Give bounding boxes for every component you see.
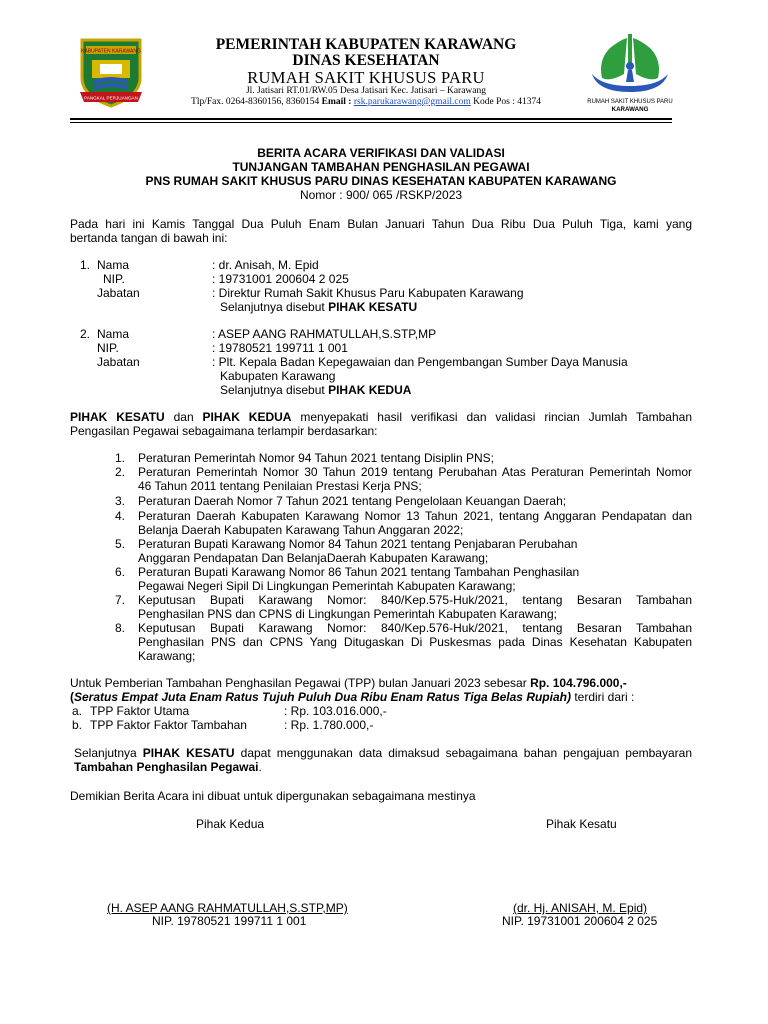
tpp-item-a-letter: a. bbox=[72, 704, 83, 718]
signature-right-name: (dr. Hj. ANISAH, M. Epid) bbox=[513, 901, 648, 915]
reg-2-line2: 46 Tahun 2011 tentang Penilaian Prestasi Kerja PNS; bbox=[138, 479, 422, 493]
reg-7-line1: Keputusan Bupati Karawang Nomor: 840/Kep.575-Huk/2021, tentang Besaran Tambahan bbox=[138, 593, 692, 607]
party1-name-label: Nama bbox=[97, 258, 130, 272]
party1-alias bbox=[220, 300, 417, 315]
postal-code: Kode Pos : 41374 bbox=[470, 97, 541, 107]
reg-1-number: 1. bbox=[115, 451, 126, 465]
reg-2-line1: Peraturan Pemerintah Nomor 30 Tahun 2019 tentang Perubahan Atas Peraturan Pemerintah Nomor bbox=[138, 465, 692, 479]
reg-8-line2: Penghasilan PNS dan CPNS Yang Ditugaskan Di Puskesmas pada Dinas Kesehatan Kabupaten bbox=[138, 635, 692, 649]
next-line1 bbox=[74, 746, 692, 761]
tpp-line1-prefix: Untuk Pemberian Tambahan Penghasilan Pegawai (TPP) bulan Januari 2023 sebesar bbox=[70, 676, 531, 690]
party1-jabatan: : Direktur Rumah Sakit Khusus Paru Kabupaten Karawang bbox=[212, 286, 524, 300]
reg-4-number: 4. bbox=[115, 509, 126, 523]
reg-1-line1: Peraturan Pemerintah Nomor 94 Tahun 2021 tentang Disiplin PNS; bbox=[138, 451, 494, 465]
reg-7-number: 7. bbox=[115, 593, 126, 607]
intro-line1: Pada hari ini Kamis Tanggal Dua Puluh Enam Bulan Januari Tahun Dua Ribu Dua Puluh Tiga, kami yang bbox=[70, 217, 692, 231]
reg-8-number: 8. bbox=[115, 621, 126, 635]
email-label: Email : bbox=[321, 97, 354, 107]
tpp-item-b-letter: b. bbox=[72, 718, 83, 732]
party1-name: : dr. Anisah, M. Epid bbox=[212, 258, 319, 272]
party2-jabatan-cont: Kabupaten Karawang bbox=[220, 369, 336, 383]
party2-alias-prefix: Selanjutnya disebut bbox=[220, 383, 329, 397]
reg-6-line2: Pegawai Negeri Sipil Di Lingkungan Pemerintah Kabupaten Karawang; bbox=[138, 579, 516, 593]
logo-right-line2: KARAWANG bbox=[611, 106, 649, 113]
party2-nip-label: NIP. bbox=[97, 341, 119, 355]
next-period: . bbox=[258, 760, 262, 774]
party2-jabatan: : Plt. Kepala Badan Kepegawaian dan Pengembangan Sumber Daya Manusia bbox=[212, 355, 628, 369]
reg-4-line1: Peraturan Daerah Kabupaten Karawang Nomor 13 Tahun 2021, tentang Anggaran Pendapatan dan bbox=[138, 509, 692, 523]
party2-nip: : 19780521 199711 1 001 bbox=[212, 341, 348, 355]
next-party: PIHAK KESATU bbox=[142, 746, 235, 760]
closing-statement: Demikian Berita Acara ini dibuat untuk dipergunakan sebagaimana mestinya bbox=[70, 789, 476, 803]
logo-left-top-text: KABUPATEN KARAWANG bbox=[81, 48, 141, 55]
logo-right-line1: RUMAH SAKIT KHUSUS PARU bbox=[587, 99, 673, 105]
party2-alias-name: PIHAK KEDUA bbox=[328, 383, 412, 397]
reg-6-number: 6. bbox=[115, 565, 126, 579]
party1-alias-prefix: Selanjutnya disebut bbox=[220, 300, 329, 314]
karawang-regency-logo bbox=[78, 34, 144, 108]
reg-5-line2: Anggaran Pendapatan Dan BelanjaDaerah Kabupaten Karawang; bbox=[138, 551, 489, 565]
tpp-amount-words: Seratus Empat Juta Enam Ratus Tujuh Puluh Dua Ribu Enam Ratus Tiga Belas Rupiah) bbox=[74, 690, 571, 704]
reg-2-number: 2. bbox=[115, 465, 126, 479]
email-link[interactable]: rsk.parukarawang@gmail.com bbox=[353, 97, 471, 107]
tpp-item-b-label: TPP Faktor Faktor Tambahan bbox=[90, 718, 247, 732]
agreement-line2: Pengasilan Pegawai sebagaimana terlampir berdasarkan: bbox=[70, 424, 378, 438]
party1-nip: : 19731001 200604 2 025 bbox=[212, 272, 349, 286]
signature-right-role: Pihak Kesatu bbox=[546, 817, 617, 831]
party1-alias-name: PIHAK KESATU bbox=[328, 300, 418, 314]
letterhead-government: PEMERINTAH KABUPATEN KARAWANG bbox=[215, 36, 517, 53]
tpp-amount: Rp. 104.796.000,- bbox=[530, 676, 627, 690]
logo-left-bottom-text: PANGKAL PERJUANGAN bbox=[84, 95, 138, 101]
agreement-party1: PIHAK KESATU bbox=[70, 410, 165, 424]
contact-phone: Tlp/Fax. 0264-8360156, 8360154 bbox=[191, 97, 322, 107]
party1-jabatan-label: Jabatan bbox=[97, 286, 140, 300]
tpp-line1 bbox=[70, 676, 627, 691]
reg-6-line1: Peraturan Bupati Karawang Nomor 86 Tahun 2021 tentang Tambahan Penghasilan bbox=[138, 565, 580, 579]
hospital-lung-logo bbox=[580, 30, 680, 116]
signature-left-nip: NIP. 19780521 199711 1 001 bbox=[152, 914, 307, 928]
letterhead-rule-thick bbox=[70, 118, 672, 120]
reg-8-line3: Karawang; bbox=[138, 649, 196, 663]
letterhead-contact bbox=[160, 97, 572, 107]
party2-alias bbox=[220, 383, 411, 398]
letterhead-hospital: RUMAH SAKIT KHUSUS PARU bbox=[247, 68, 485, 87]
next-line2 bbox=[74, 760, 262, 775]
tpp-open-paren: ( bbox=[70, 690, 74, 704]
tpp-item-b-value: : Rp. 1.780.000,- bbox=[284, 718, 374, 732]
next-rest: dapat menggunakan data dimaksud sebagaimana bahan pengajuan pembayaran bbox=[234, 746, 692, 760]
title-line1: BERITA ACARA VERIFIKASI DAN VALIDASI bbox=[257, 146, 505, 160]
party2-number: 2. bbox=[80, 327, 91, 341]
reg-8-line1: Keputusan Bupati Karawang Nomor: 840/Kep.576-Huk/2021, tentang Besaran Tambahan bbox=[138, 621, 692, 635]
tpp-item-a-label: TPP Faktor Utama bbox=[90, 704, 190, 718]
reg-5-line1: Peraturan Bupati Karawang Nomor 84 Tahun 2021 tentang Penjabaran Perubahan bbox=[138, 537, 578, 551]
reg-3-number: 3. bbox=[115, 494, 126, 508]
party1-number: 1. bbox=[80, 258, 91, 272]
tpp-item-a-value: : Rp. 103.016.000,- bbox=[284, 704, 387, 718]
next-prefix: Selanjutnya bbox=[74, 746, 143, 760]
reg-5-number: 5. bbox=[115, 537, 126, 551]
title-line2: TUNJANGAN TAMBAHAN PENGHASILAN PEGAWAI bbox=[232, 160, 530, 174]
tpp-line2 bbox=[70, 690, 634, 705]
letterhead-rule-thin bbox=[70, 122, 672, 123]
party2-jabatan-label: Jabatan bbox=[97, 355, 140, 369]
reg-3-line1: Peraturan Daerah Nomor 7 Tahun 2021 tentang Pengelolaan Keuangan Daerah; bbox=[138, 494, 567, 508]
party2-name: : ASEP AANG RAHMATULLAH,S.STP,MP bbox=[212, 327, 437, 341]
reg-4-line2: Belanja Daerah Kabupaten Karawang Tahun Anggaran 2022; bbox=[138, 523, 464, 537]
tpp-line2-suffix: terdiri dari : bbox=[570, 690, 635, 704]
signature-right-nip: NIP. 19731001 200604 2 025 bbox=[502, 914, 658, 928]
party2-name-label: Nama bbox=[97, 327, 130, 341]
letterhead-department: DINAS KESEHATAN bbox=[292, 52, 440, 69]
title-line3: PNS RUMAH SAKIT KHUSUS PARU DINAS KESEHATAN KABUPATEN KARAWANG bbox=[145, 174, 617, 188]
letterhead-address: Jl. Jatisari RT.01/RW.05 Desa Jatisari Kec. Jatisari – Karawang bbox=[245, 86, 487, 96]
signature-left-role: Pihak Kedua bbox=[196, 817, 265, 831]
agreement-rest: menyepakati hasil verifikasi dan validasi rincian Jumlah Tambahan bbox=[291, 410, 692, 424]
reg-7-line2: Penghasilan PNS dan CPNS di Lingkungan Pemerintah Kabupaten Karawang; bbox=[138, 607, 557, 621]
document-number: Nomor : 900/ 065 /RSKP/2023 bbox=[299, 188, 463, 202]
intro-line2: bertanda tangan di bawah ini: bbox=[70, 231, 228, 245]
party1-nip-label: NIP. bbox=[103, 272, 125, 286]
agreement-party2: PIHAK KEDUA bbox=[202, 410, 292, 424]
agreement-line1 bbox=[70, 410, 692, 425]
next-tpp: Tambahan Penghasilan Pegawai bbox=[74, 760, 259, 774]
signature-left-name: (H. ASEP AANG RAHMATULLAH,S.STP,MP) bbox=[107, 901, 348, 915]
agreement-dan: dan bbox=[164, 410, 203, 424]
